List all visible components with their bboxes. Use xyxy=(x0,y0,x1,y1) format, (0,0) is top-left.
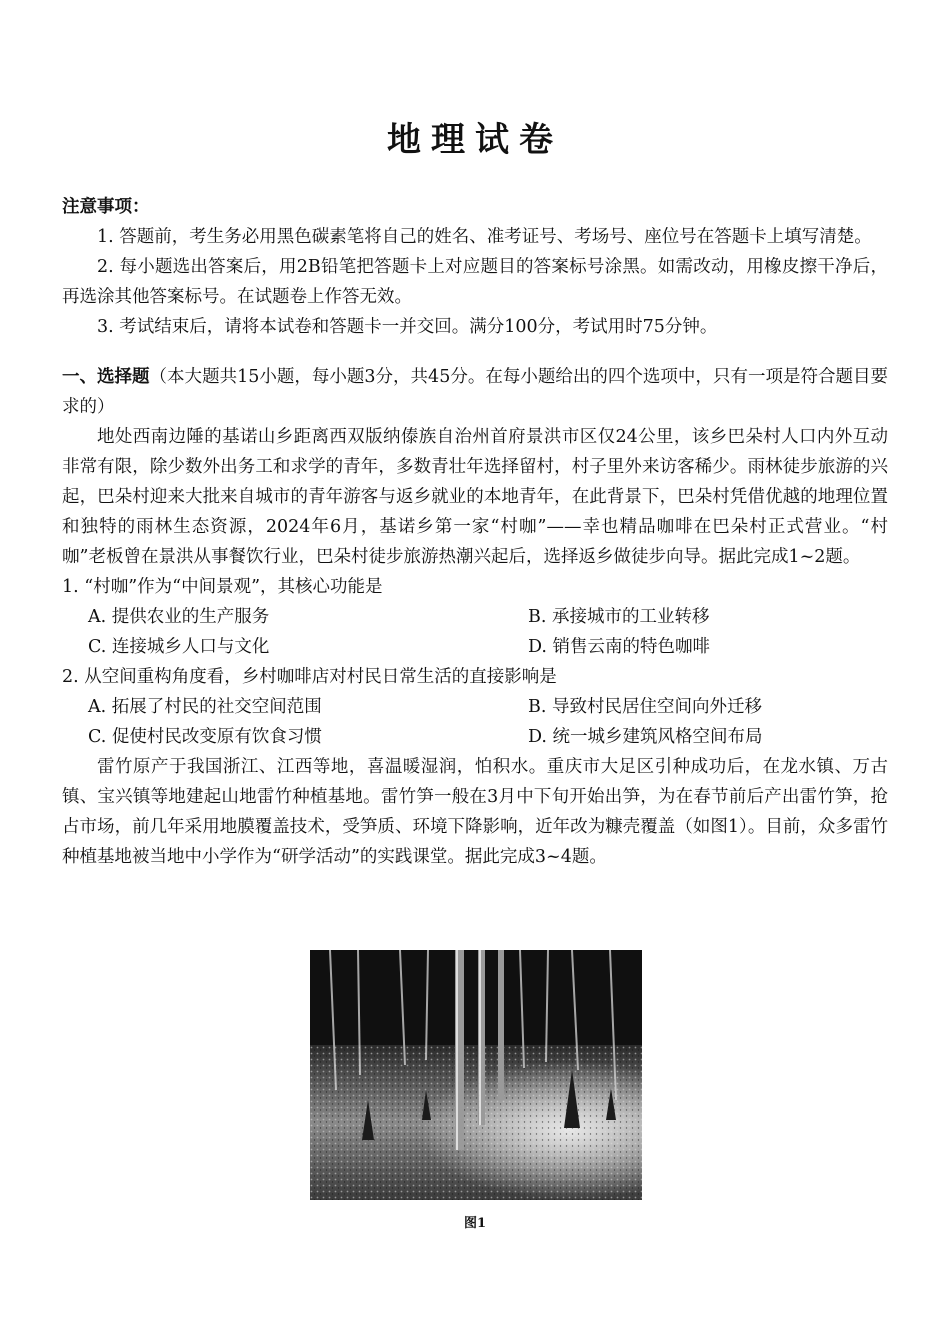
section-instruction: （本大题共15小题，每小题3分，共45分。在每小题给出的四个选项中，只有一项是符合题目要求的） xyxy=(62,367,889,417)
question-1-option-b: B. 承接城市的工业转移 xyxy=(528,607,710,627)
question-2-option-a: A. 拓展了村民的社交空间范围 xyxy=(88,697,322,717)
bamboo-forest-image xyxy=(310,950,642,1200)
figure-caption: 图1 xyxy=(463,1216,487,1231)
question-2-option-c: C. 促使村民改变原有饮食习惯 xyxy=(88,727,322,747)
question-1-option-a: A. 提供农业的生产服务 xyxy=(88,607,270,627)
notes-heading: 注意事项： xyxy=(62,197,150,217)
bamboo-photo xyxy=(310,950,642,1200)
question-1-option-d: D. 销售云南的特色咖啡 xyxy=(528,637,711,657)
note-item-3: 3. 考试结束后，请将本试卷和答题卡一并交回。满分100分，考试用时75分钟。 xyxy=(97,317,718,337)
note-item-2: 2. 每小题选出答案后，用2B铅笔把答题卡上对应题目的答案标号涂黑。如需改动，用橡皮擦干净后，再选涂其他答案标号。在试题卷上作答无效。 xyxy=(62,257,888,307)
page-title: 地理试卷 xyxy=(387,120,563,160)
question-1-options xyxy=(62,602,888,662)
question-2-option-b: B. 导致村民居住空间向外迁移 xyxy=(528,697,762,717)
section-header xyxy=(62,362,888,422)
passage-1: 地处西南边陲的基诺山乡距离西双版纳傣族自治州首府景洪市区仅24公里，该乡巴朵村人口内外互动非常有限，除少数外出务工和求学的青年，多数青壮年选择留村，村子里外来访客稀少。雨林徒步旅游的兴起，巴朵村迎来大批来自城市的青年游客与返乡就业的本地青年，在此背景下，巴朵村凭借优越的地理位置和独特的雨林生态资源，2024年6月，基诺乡第一家“村咖”——幸也精品咖啡在巴朵村正式营业。“村咖”老板曾在景洪从事餐饮行业，巴朵村徒步旅游热潮兴起后，选择返乡做徒步向导。据此完成1~2题。 xyxy=(62,427,888,567)
question-2-options xyxy=(62,692,888,752)
passage-2: 雷竹原产于我国浙江、江西等地，喜温暖湿润，怕积水。重庆市大足区引种成功后，在龙水镇、万古镇、宝兴镇等地建起山地雷竹种植基地。雷竹笋一般在3月中下旬开始出笋，为在春节前后产出雷竹笋，抢占市场，前几年采用地膜覆盖技术，受笋质、环境下降影响，近年改为糠壳覆盖（如图1）。目前，众多雷竹种植基地被当地中小学作为“研学活动”的实践课堂。据此完成3~4题。 xyxy=(62,757,888,867)
question-2-stem: 2. 从空间重构角度看，乡村咖啡店对村民日常生活的直接影响是 xyxy=(62,667,557,687)
exam-body xyxy=(62,192,888,872)
question-1-option-c: C. 连接城乡人口与文化 xyxy=(88,637,270,657)
question-2-option-d: D. 统一城乡建筑风格空间布局 xyxy=(528,727,763,747)
note-item-1: 1. 答题前，考生务必用黑色碳素笔将自己的姓名、准考证号、考场号、座位号在答题卡上填写清楚。 xyxy=(97,227,872,247)
question-1-stem: 1. “村咖”作为“中间景观”，其核心功能是 xyxy=(62,577,383,597)
section-heading: 一、选择题 xyxy=(62,367,150,387)
